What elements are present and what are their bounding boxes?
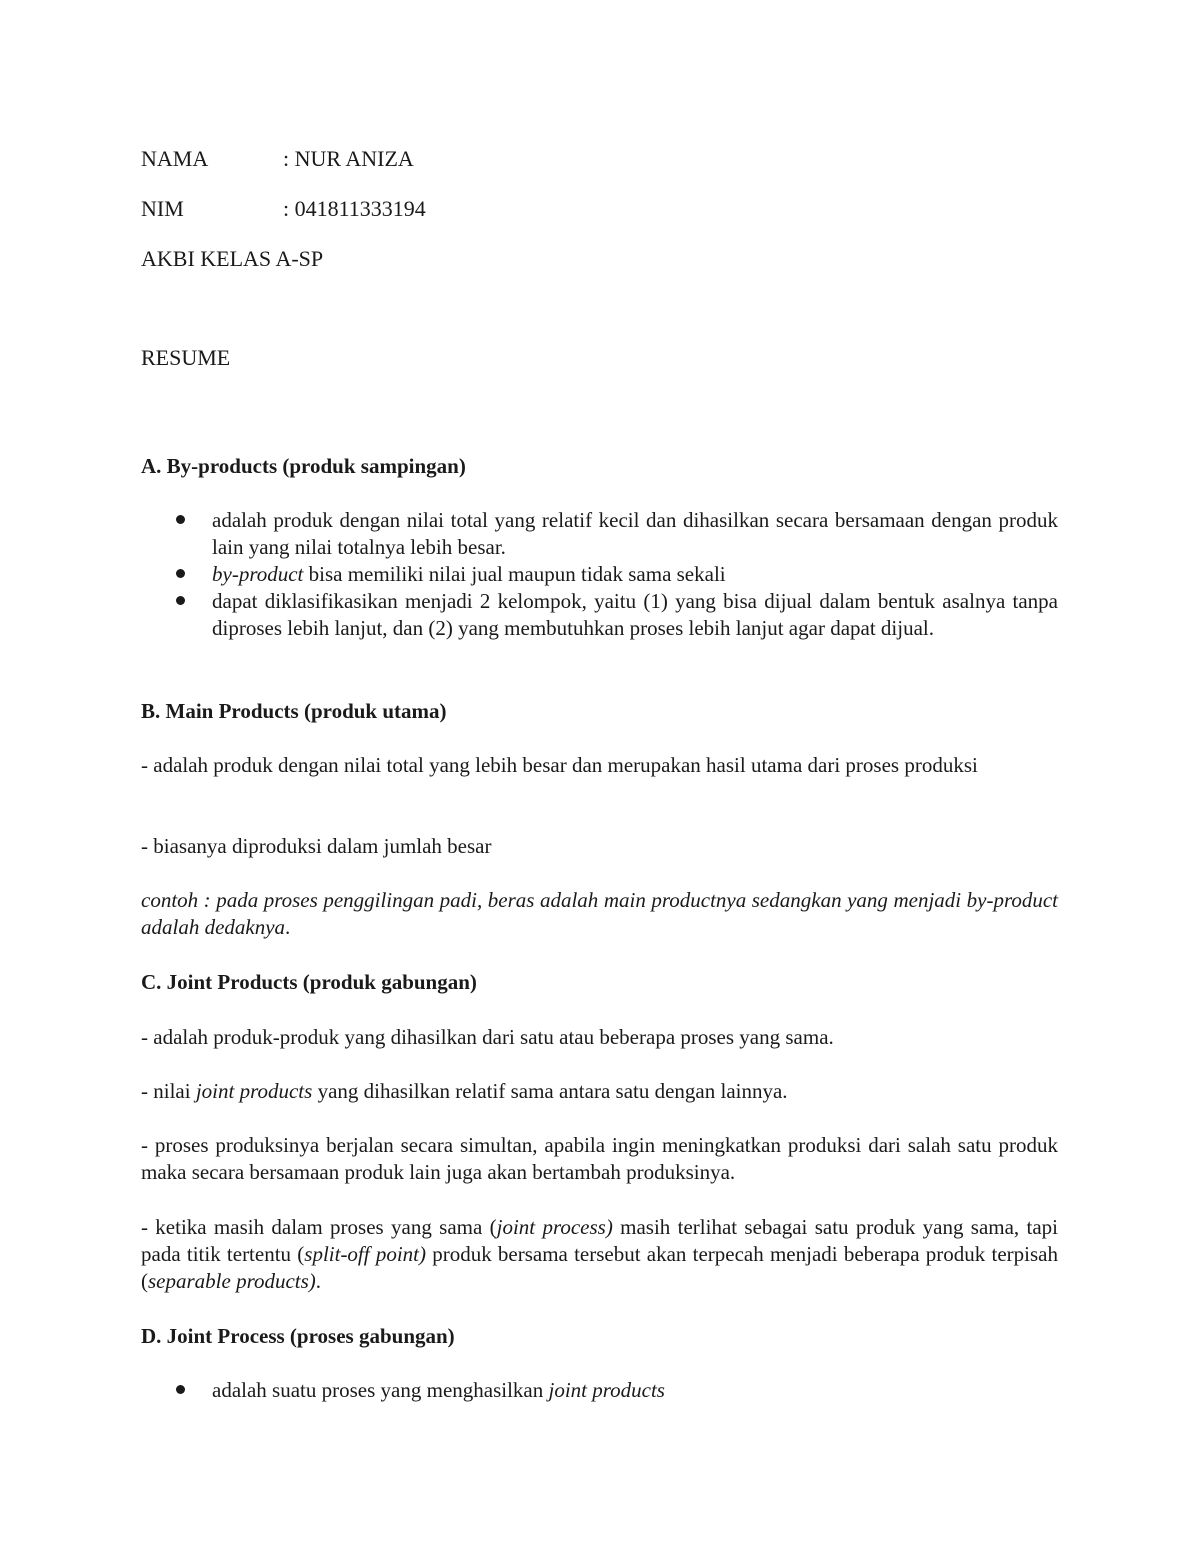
section-a-bullet-2-text: bisa memiliki nilai jual maupun tidak sama sekali bbox=[303, 562, 726, 586]
bullet-icon bbox=[176, 1385, 185, 1394]
nama-value: : NUR ANIZA bbox=[283, 146, 414, 171]
bullet-icon bbox=[176, 569, 185, 578]
line-2-prefix: - nilai bbox=[141, 1079, 196, 1103]
section-b-line-2: - biasanya diproduksi dalam jumlah besar bbox=[141, 834, 492, 858]
line-2-suffix: yang dihasilkan relatif sama antara satu dengan lainnya. bbox=[312, 1079, 788, 1103]
resume-title: RESUME bbox=[141, 345, 231, 370]
bullet-icon bbox=[176, 515, 185, 524]
section-b-line-1: - adalah produk dengan nilai total yang lebih besar dan merupakan hasil utama dari proses produksi bbox=[141, 753, 978, 777]
line-4-part-a: - ketika masih dalam proses yang sama ( bbox=[141, 1215, 497, 1239]
section-a-bullet-1: adalah produk dengan nilai total yang relatif kecil dan dihasilkan secara bersamaan dengan produk lain yang nilai totalnya lebih besar. bbox=[212, 508, 1058, 559]
section-d-bullet-1 bbox=[212, 1377, 1058, 1404]
section-a-heading: A. By-products (produk sampingan) bbox=[141, 454, 466, 478]
section-d-bullet-text: adalah suatu proses yang menghasilkan bbox=[212, 1378, 549, 1402]
section-c-line-3: - proses produksinya berjalan secara simultan, apabila ingin meningkatkan produksi dari salah satu produk maka secara bersamaan produk lain juga akan bertambah produksinya. bbox=[141, 1133, 1058, 1184]
nim-label: NIM bbox=[141, 196, 184, 221]
line-4-part-c: masih terlihat sebagai satu produk yang sama, tapi pada titik tertentu ( bbox=[141, 1215, 1058, 1266]
byproduct-term: by-product bbox=[212, 562, 304, 586]
joint-products-term: joint products bbox=[195, 1079, 313, 1103]
line-4-part-e: produk bersama tersebut akan terpecah menjadi beberapa produk terpisah ( bbox=[141, 1242, 1058, 1293]
separable-products-term: separable products) bbox=[148, 1269, 316, 1293]
section-d-heading: D. Joint Process (proses gabungan) bbox=[141, 1324, 455, 1348]
section-b-heading: B. Main Products (produk utama) bbox=[141, 699, 447, 723]
joint-products-term: joint products bbox=[548, 1378, 665, 1402]
example-period: . bbox=[285, 915, 291, 939]
nim-value: : 041811333194 bbox=[283, 196, 426, 221]
bullet-icon bbox=[176, 596, 185, 605]
split-off-point-term: split-off point) bbox=[304, 1242, 426, 1266]
class-line: AKBI KELAS A-SP bbox=[141, 246, 324, 271]
section-a-bullet-3: dapat diklasifikasikan menjadi 2 kelompok, yaitu (1) yang bisa dijual dalam bentuk asalnya tanpa diproses lebih lanjut, dan (2) yang membutuhkan proses lebih lanjut agar dapat dijual. bbox=[212, 589, 1058, 640]
nama-label: NAMA bbox=[141, 146, 209, 171]
section-c-heading: C. Joint Products (produk gabungan) bbox=[141, 970, 477, 994]
section-a-bullet-2 bbox=[212, 561, 1058, 588]
section-c-line-4 bbox=[141, 1214, 1058, 1295]
section-b-example bbox=[141, 887, 1058, 941]
joint-process-term: joint process) bbox=[496, 1215, 613, 1239]
section-c-line-1: - adalah produk-produk yang dihasilkan dari satu atau beberapa proses yang sama. bbox=[141, 1025, 834, 1049]
example-text: contoh : pada proses penggilingan padi, beras adalah main productnya sedangkan yang menjadi by-product adalah dedaknya bbox=[141, 888, 1058, 939]
line-4-period: . bbox=[315, 1269, 322, 1293]
section-c-line-2 bbox=[141, 1078, 1058, 1105]
